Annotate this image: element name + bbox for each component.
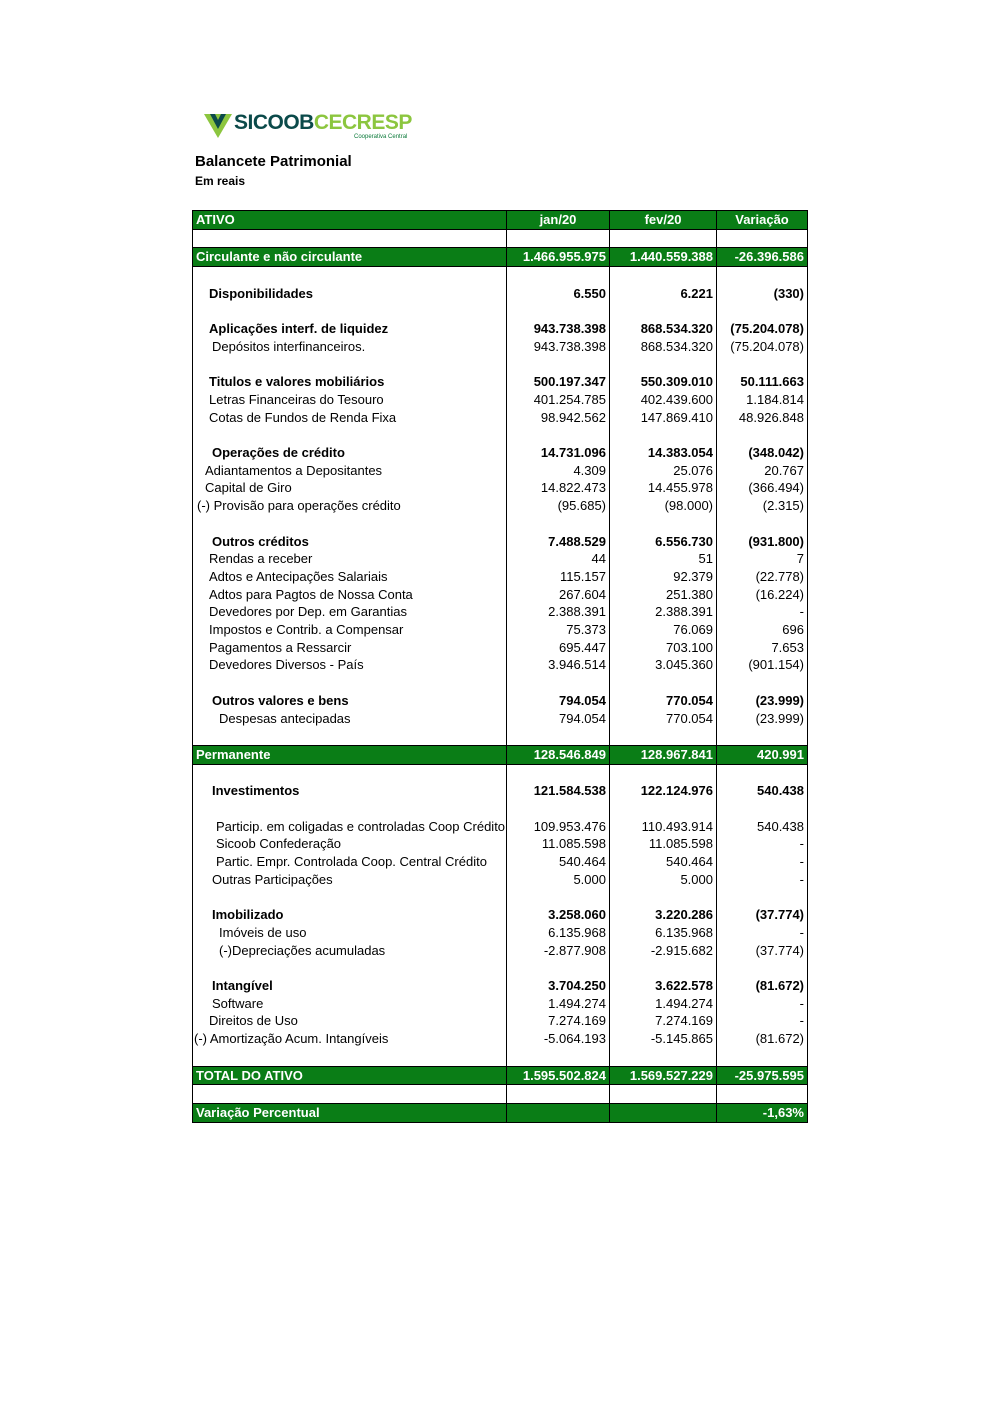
empty-cell [717,764,808,782]
value-fev20: 51 [610,550,717,568]
value-jan20: -2.877.908 [507,942,610,960]
row-label: Devedores por Dep. em Garantias [193,603,507,621]
value-fev20: -2.915.682 [610,942,717,960]
value-jan20: 695.447 [507,639,610,657]
row-label: (-) Provisão para operações crédito [193,497,507,515]
value-jan20: 44 [507,550,610,568]
item-row [193,871,808,889]
empty-cell [193,267,507,285]
row-label: Permanente [193,745,507,764]
empty-cell [717,356,808,374]
value-variacao: - [717,1012,808,1030]
row-label: Disponibilidades [193,285,507,303]
item-row [193,586,808,604]
value-fev20: 122.124.976 [610,782,717,800]
row-label: Adtos e Antecipações Salariais [193,568,507,586]
value-jan20: 1.595.502.824 [507,1066,610,1085]
group-row [193,782,808,800]
value-jan20: 943.738.398 [507,320,610,338]
item-row [193,497,808,515]
item-row [193,391,808,409]
row-label: Rendas a receber [193,550,507,568]
value-fev20: 5.000 [610,871,717,889]
value-variacao: (16.224) [717,586,808,604]
sicoob-logo-icon [204,114,232,140]
value-jan20: 3.258.060 [507,906,610,924]
value-variacao: (75.204.078) [717,338,808,356]
value-fev20: 3.220.286 [610,906,717,924]
value-variacao: - [717,835,808,853]
value-variacao: 540.438 [717,782,808,800]
value-jan20: 6.135.968 [507,924,610,942]
empty-cell [610,800,717,818]
value-fev20: 770.054 [610,692,717,710]
row-label: Outras Participações [193,871,507,889]
empty-cell [610,229,717,248]
value-variacao: (22.778) [717,568,808,586]
value-fev20: 3.622.578 [610,977,717,995]
value-variacao: 50.111.663 [717,373,808,391]
value-variacao: 48.926.848 [717,409,808,427]
empty-cell [610,959,717,977]
empty-cell [193,764,507,782]
empty-cell [193,356,507,374]
group-row [193,906,808,924]
group-row [193,320,808,338]
value-variacao: (348.042) [717,444,808,462]
empty-cell [717,727,808,745]
empty-cell [193,426,507,444]
value-jan20: 75.373 [507,621,610,639]
value-jan20: 4.309 [507,462,610,480]
value-fev20: 868.534.320 [610,320,717,338]
empty-cell [507,302,610,320]
empty-cell [193,959,507,977]
group-row [193,444,808,462]
empty-cell [717,515,808,533]
empty-cell [193,674,507,692]
item-row [193,603,808,621]
value-fev20: 550.309.010 [610,373,717,391]
document-subtitle: Em reais [195,174,246,188]
row-label: Particip. em coligadas e controladas Coop Crédito [193,818,507,836]
value-jan20: 7.274.169 [507,1012,610,1030]
value-jan20: 401.254.785 [507,391,610,409]
value-fev20: 110.493.914 [610,818,717,836]
value-variacao: (23.999) [717,710,808,728]
spacer-row [193,727,808,745]
value-variacao: 696 [717,621,808,639]
group-row [193,373,808,391]
value-jan20: 1.494.274 [507,995,610,1013]
row-label: Outros créditos [193,533,507,551]
value-variacao: (366.494) [717,479,808,497]
value-variacao: (37.774) [717,906,808,924]
value-jan20: (95.685) [507,497,610,515]
value-jan20: 3.946.514 [507,656,610,674]
empty-cell [717,229,808,248]
spacer-row [193,426,808,444]
row-label: Pagamentos a Ressarcir [193,639,507,657]
value-jan20: 943.738.398 [507,338,610,356]
item-row [193,710,808,728]
value-jan20: 500.197.347 [507,373,610,391]
spacer-row [193,1085,808,1104]
empty-cell [193,1085,507,1104]
value-variacao: (23.999) [717,692,808,710]
empty-cell [507,229,610,248]
value-jan20: 540.464 [507,853,610,871]
empty-cell [717,1085,808,1104]
value-jan20 [507,1103,610,1122]
spacer-row [193,959,808,977]
value-variacao: -1,63% [717,1103,808,1122]
empty-cell [193,889,507,907]
value-jan20: 109.953.476 [507,818,610,836]
value-variacao: - [717,995,808,1013]
empty-cell [610,727,717,745]
empty-cell [507,800,610,818]
row-label: Direitos de Uso [193,1012,507,1030]
item-row [193,924,808,942]
empty-cell [507,727,610,745]
value-fev20: 868.534.320 [610,338,717,356]
value-fev20: 1.440.559.388 [610,248,717,267]
value-jan20: 98.942.562 [507,409,610,427]
item-row [193,479,808,497]
value-variacao: (2.315) [717,497,808,515]
value-jan20: 6.550 [507,285,610,303]
value-jan20: 115.157 [507,568,610,586]
value-variacao: - [717,924,808,942]
item-row [193,621,808,639]
item-row [193,639,808,657]
value-fev20: 3.045.360 [610,656,717,674]
logo-tagline: Cooperativa Central [354,134,408,140]
value-fev20: 6.135.968 [610,924,717,942]
value-variacao: 1.184.814 [717,391,808,409]
value-variacao: 420.991 [717,745,808,764]
empty-cell [193,800,507,818]
empty-cell [507,356,610,374]
item-row [193,409,808,427]
balance-sheet-table [192,210,808,1123]
value-jan20: 3.704.250 [507,977,610,995]
value-fev20: 92.379 [610,568,717,586]
row-label: Sicoob Confederação [193,835,507,853]
row-label: Software [193,995,507,1013]
header-fev20: fev/20 [610,211,717,230]
item-row [193,338,808,356]
empty-cell [507,267,610,285]
header-ativo: ATIVO [193,211,507,230]
value-fev20: 540.464 [610,853,717,871]
value-variacao: - [717,603,808,621]
empty-cell [610,889,717,907]
spacer-row [193,764,808,782]
value-variacao: 20.767 [717,462,808,480]
row-label: Partic. Empr. Controlada Coop. Central Crédito [193,853,507,871]
value-variacao: 7 [717,550,808,568]
value-variacao: 7.653 [717,639,808,657]
row-label: Variação Percentual [193,1103,507,1122]
value-variacao: (81.672) [717,1030,808,1048]
spacer-row [193,1048,808,1066]
empty-cell [507,674,610,692]
empty-cell [507,426,610,444]
spacer-row [193,356,808,374]
value-variacao: (931.800) [717,533,808,551]
empty-cell [717,302,808,320]
value-fev20: 703.100 [610,639,717,657]
row-label: Despesas antecipadas [193,710,507,728]
table-body [193,229,808,1122]
empty-cell [193,515,507,533]
empty-cell [507,515,610,533]
value-jan20: 14.822.473 [507,479,610,497]
row-label: Letras Financeiras do Tesouro [193,391,507,409]
value-fev20: 14.383.054 [610,444,717,462]
row-label: Investimentos [193,782,507,800]
empty-cell [507,1048,610,1066]
value-variacao: (75.204.078) [717,320,808,338]
empty-cell [610,515,717,533]
value-variacao: -25.975.595 [717,1066,808,1085]
value-variacao: 540.438 [717,818,808,836]
empty-cell [193,302,507,320]
item-row [193,853,808,871]
value-fev20: 251.380 [610,586,717,604]
value-jan20: 11.085.598 [507,835,610,853]
row-label: Titulos e valores mobiliários [193,373,507,391]
empty-cell [610,302,717,320]
value-variacao: - [717,853,808,871]
value-fev20: 7.274.169 [610,1012,717,1030]
value-fev20: -5.145.865 [610,1030,717,1048]
item-row [193,1030,808,1048]
empty-cell [717,1048,808,1066]
section-row [193,745,808,764]
value-fev20: 11.085.598 [610,835,717,853]
spacer-row [193,800,808,818]
group-row [193,285,808,303]
value-fev20: 1.569.527.229 [610,1066,717,1085]
value-fev20: 147.869.410 [610,409,717,427]
row-label: Capital de Giro [193,479,507,497]
empty-cell [610,764,717,782]
spacer-row [193,267,808,285]
value-jan20: 5.000 [507,871,610,889]
company-logo [204,112,444,144]
section-row [193,248,808,267]
item-row [193,462,808,480]
value-variacao: - [717,871,808,889]
value-fev20: 6.221 [610,285,717,303]
empty-cell [507,764,610,782]
value-fev20: 76.069 [610,621,717,639]
row-label: Intangível [193,977,507,995]
value-fev20: 2.388.391 [610,603,717,621]
spacer-row [193,515,808,533]
value-variacao: (901.154) [717,656,808,674]
empty-cell [610,267,717,285]
item-row [193,942,808,960]
section-row [193,1066,808,1085]
value-jan20: -5.064.193 [507,1030,610,1048]
empty-cell [507,959,610,977]
group-row [193,533,808,551]
item-row [193,818,808,836]
group-row [193,692,808,710]
table-header-row [193,211,808,230]
value-fev20: (98.000) [610,497,717,515]
header-variacao: Variação [717,211,808,230]
row-label: Imobilizado [193,906,507,924]
row-label: Operações de crédito [193,444,507,462]
row-label: Circulante e não circulante [193,248,507,267]
empty-cell [717,267,808,285]
row-label: Depósitos interfinanceiros. [193,338,507,356]
value-variacao: (330) [717,285,808,303]
value-fev20: 128.967.841 [610,745,717,764]
value-jan20: 1.466.955.975 [507,248,610,267]
empty-cell [717,889,808,907]
spacer-row [193,674,808,692]
value-jan20: 121.584.538 [507,782,610,800]
value-variacao: -26.396.586 [717,248,808,267]
empty-cell [610,426,717,444]
spacer-row [193,302,808,320]
value-jan20: 7.488.529 [507,533,610,551]
value-jan20: 267.604 [507,586,610,604]
value-fev20: 14.455.978 [610,479,717,497]
item-row [193,568,808,586]
row-label: Cotas de Fundos de Renda Fixa [193,409,507,427]
value-jan20: 794.054 [507,692,610,710]
empty-cell [610,356,717,374]
empty-cell [717,959,808,977]
value-fev20: 6.556.730 [610,533,717,551]
item-row [193,995,808,1013]
document-title: Balancete Patrimonial [195,153,352,170]
row-label: (-)Depreciações acumuladas [193,942,507,960]
value-jan20: 14.731.096 [507,444,610,462]
empty-cell [507,889,610,907]
empty-cell [193,727,507,745]
row-label: Impostos e Contrib. a Compensar [193,621,507,639]
value-fev20: 1.494.274 [610,995,717,1013]
empty-cell [717,800,808,818]
row-label: Adtos para Pagtos de Nossa Conta [193,586,507,604]
empty-cell [717,426,808,444]
row-label: Devedores Diversos - País [193,656,507,674]
item-row [193,835,808,853]
empty-cell [193,1048,507,1066]
row-label: Imóveis de uso [193,924,507,942]
empty-cell [507,1085,610,1104]
value-fev20: 25.076 [610,462,717,480]
spacer-row [193,889,808,907]
value-fev20: 402.439.600 [610,391,717,409]
row-label: (-) Amortização Acum. Intangíveis [193,1030,507,1048]
value-variacao: (37.774) [717,942,808,960]
row-label: Outros valores e bens [193,692,507,710]
empty-cell [717,674,808,692]
logo-wordmark: SICOOBCECRESP [234,111,412,134]
header-jan20: jan/20 [507,211,610,230]
value-variacao: (81.672) [717,977,808,995]
item-row [193,550,808,568]
row-label: Adiantamentos a Depositantes [193,462,507,480]
item-row [193,656,808,674]
value-jan20: 794.054 [507,710,610,728]
spacer-row [193,229,808,248]
value-fev20 [610,1103,717,1122]
empty-cell [193,229,507,248]
item-row [193,1012,808,1030]
value-jan20: 128.546.849 [507,745,610,764]
section-row [193,1103,808,1122]
empty-cell [610,1085,717,1104]
row-label: Aplicações interf. de liquidez [193,320,507,338]
group-row [193,977,808,995]
value-fev20: 770.054 [610,710,717,728]
empty-cell [610,1048,717,1066]
value-jan20: 2.388.391 [507,603,610,621]
empty-cell [610,674,717,692]
row-label: TOTAL DO ATIVO [193,1066,507,1085]
